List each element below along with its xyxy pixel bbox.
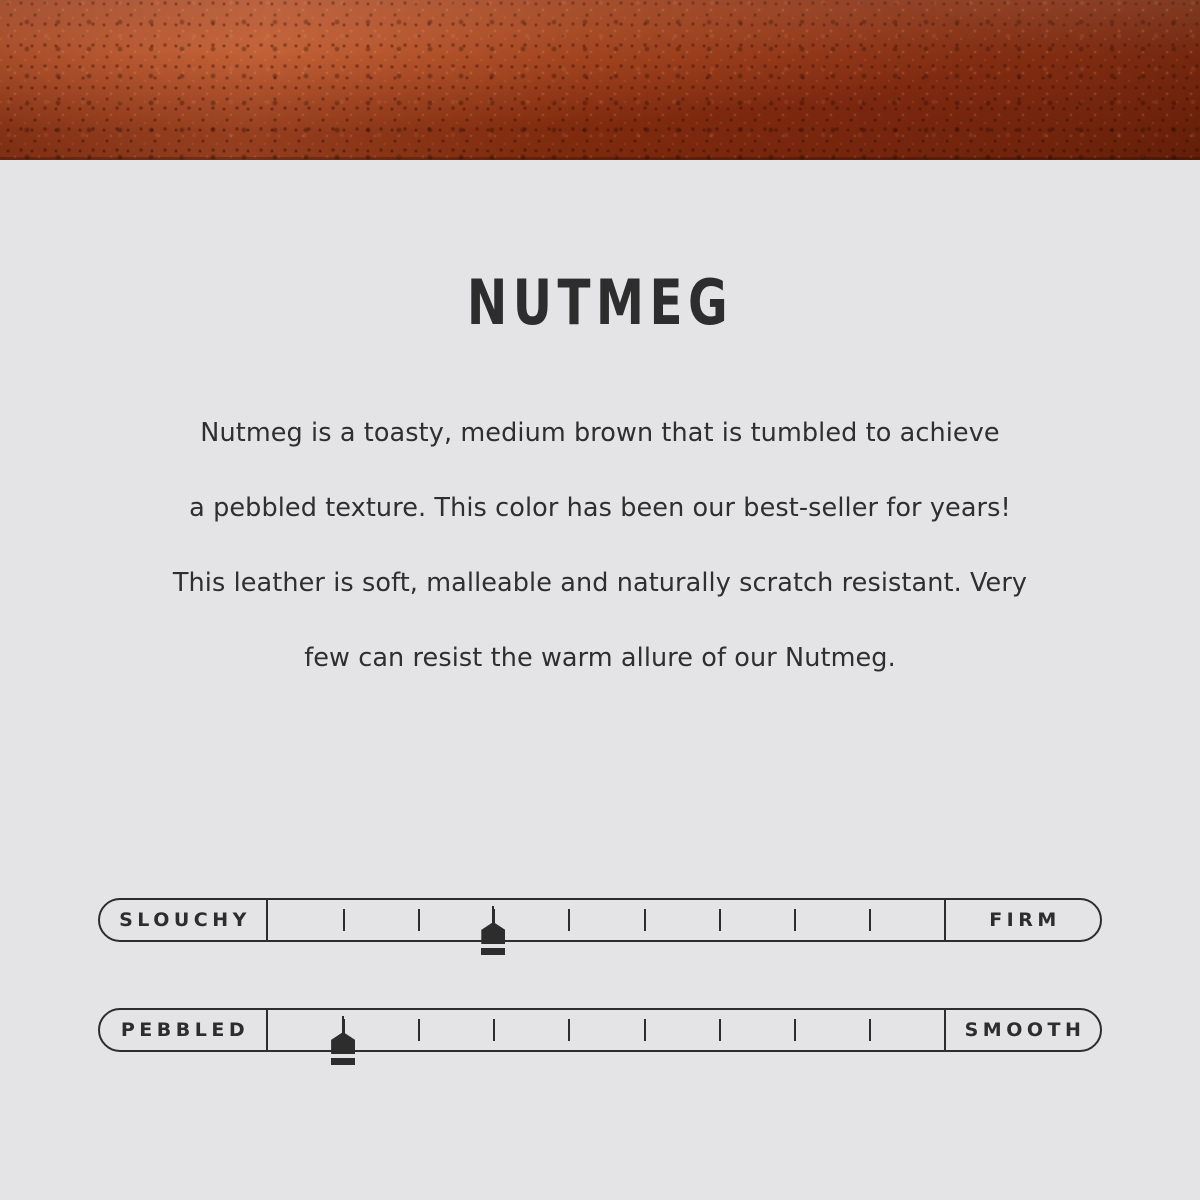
scale-tick [719,909,721,931]
description-line-2: a pebbled texture. This color has been our best-seller for years! [189,493,1011,523]
scale-tick [418,1019,420,1041]
scale-texture-left-label: PEBBLED [100,1010,268,1050]
scale-tick [794,1019,796,1041]
scale-row-firmness [0,890,1200,1000]
description-line-4: few can resist the warm allure of our Nutmeg. [304,643,896,673]
scale-tick [644,909,646,931]
scale-tick [343,1019,345,1041]
scale-firmness-track[interactable] [268,900,944,940]
scale-tick [343,909,345,931]
description-line-1: Nutmeg is a toasty, medium brown that is tumbled to achieve [200,418,1000,448]
scale-firmness-left-label: SLOUCHY [100,900,268,940]
scale-firmness[interactable] [98,898,1102,942]
scale-tick [869,909,871,931]
description-line-3: This leather is soft, malleable and naturally scratch resistant. Very [172,568,1028,598]
scale-texture[interactable] [98,1008,1102,1052]
scale-firmness-right-label: FIRM [944,900,1100,940]
scale-tick [869,1019,871,1041]
scale-tick [719,1019,721,1041]
scale-tick [568,909,570,931]
scale-texture-right-label: SMOOTH [944,1010,1100,1050]
scale-tick [418,909,420,931]
leather-sheen-overlay [0,0,1200,160]
page-title: NUTMEG [466,266,734,339]
scale-tick [644,1019,646,1041]
scale-tick [794,909,796,931]
scale-texture-track[interactable] [268,1010,944,1050]
scale-tick [568,1019,570,1041]
scale-row-texture [0,1000,1200,1110]
attribute-scales [0,890,1200,1110]
scale-tick [493,1019,495,1041]
marker-base-bar [481,948,505,955]
scale-tick [493,909,495,931]
marker-base-bar [331,1058,355,1065]
swatch-bottom-edge [0,157,1200,160]
color-description [120,396,1080,696]
leather-swatch-image [0,0,1200,160]
